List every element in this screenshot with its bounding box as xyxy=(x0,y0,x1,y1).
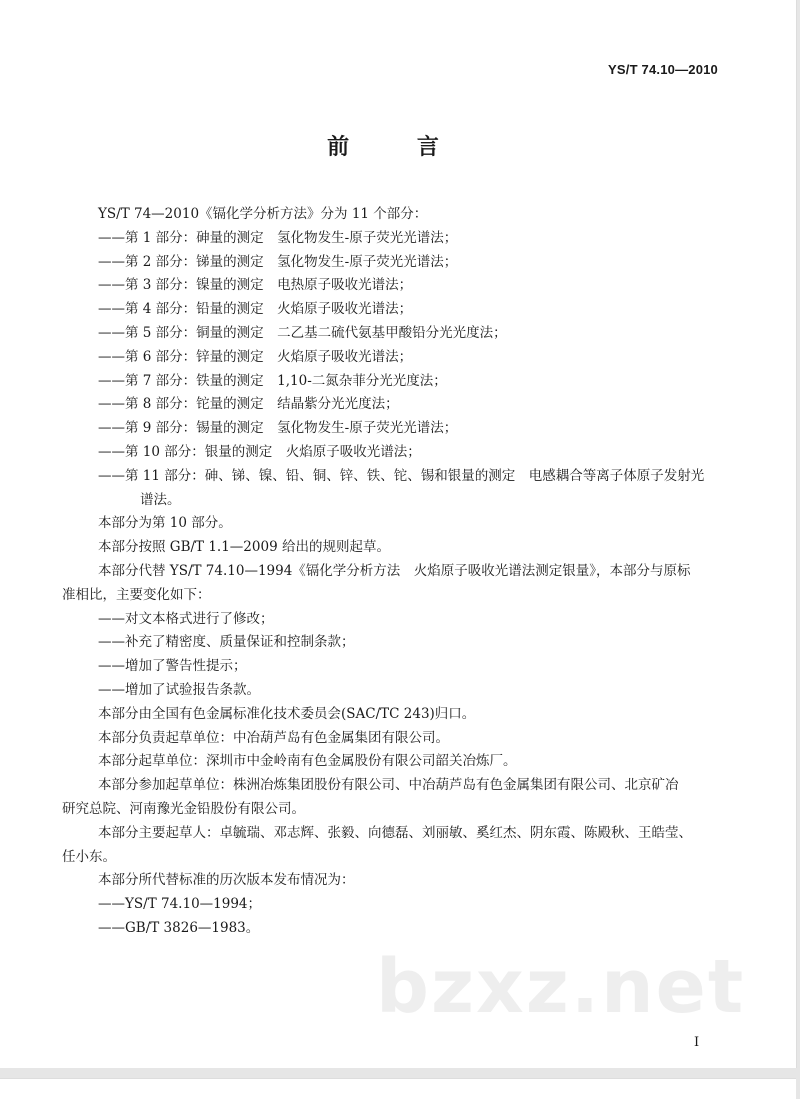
part-item: ——第 8 部分：铊量的测定 结晶紫分光光度法； xyxy=(98,396,399,413)
part-item: ——第 2 部分：锑量的测定 氢化物发生-原子荧光光谱法； xyxy=(98,253,458,270)
part-item: ——第 6 部分：锌量的测定 火焰原子吸收光谱法； xyxy=(98,348,413,365)
part-item: ——第 3 部分：镍量的测定 电热原子吸收光谱法； xyxy=(98,277,413,294)
change-item: ——补充了精密度、质量保证和控制条款； xyxy=(98,634,355,651)
paragraph-responsible: 本部分负责起草单位：中冶葫芦岛有色金属集团有限公司。 xyxy=(98,729,449,746)
part-item: ——第 7 部分：铁量的测定 1,10-二氮杂菲分光光度法； xyxy=(98,372,447,389)
paragraph-history: 本部分所代替标准的历次版本发布情况为： xyxy=(98,872,355,889)
next-page-edge xyxy=(0,1078,796,1099)
part-item: ——第 10 部分：银量的测定 火焰原子吸收光谱法； xyxy=(98,443,421,460)
watermark: bzxz.net xyxy=(376,944,746,1030)
standard-code: YS/T 74.10—2010 xyxy=(608,62,718,77)
change-item: ——增加了试验报告条款。 xyxy=(98,681,260,698)
paragraph-replaces-continuation: 准相比，主要变化如下： xyxy=(62,586,211,603)
paragraph-drafting-unit: 本部分起草单位：深圳市中金岭南有色金属股份有限公司韶关冶炼厂。 xyxy=(98,753,517,770)
part-item: ——第 11 部分：砷、锑、镍、铅、铜、锌、铁、铊、锡和银量的测定 电感耦合等离子体原子发射光 xyxy=(98,467,705,484)
paragraph-drafting-rules: 本部分按照 GB/T 1.1—2009 给出的规则起草。 xyxy=(98,539,390,556)
page-number: I xyxy=(694,1035,700,1050)
paragraph-this-part: 本部分为第 10 部分。 xyxy=(98,515,232,532)
part-item: ——第 1 部分：砷量的测定 氢化物发生-原子荧光光谱法； xyxy=(98,229,458,246)
change-item: ——对文本格式进行了修改； xyxy=(98,610,274,627)
change-item: ——增加了警告性提示； xyxy=(98,658,247,675)
paragraph-participating-continuation: 研究总院、河南豫光金铅股份有限公司。 xyxy=(62,800,305,817)
part-item: ——第 5 部分：铜量的测定 二乙基二硫代氨基甲酸铅分光光度法； xyxy=(98,324,507,341)
paragraph-drafters: 本部分主要起草人：卓毓瑞、邓志辉、张毅、向德磊、刘丽敏、奚红杰、阴东霞、陈殿秋、王皓莹、 xyxy=(98,824,692,841)
part-item: ——第 4 部分：铅量的测定 火焰原子吸收光谱法； xyxy=(98,301,413,318)
paragraph-drafters-continuation: 任小东。 xyxy=(62,848,116,865)
document-body xyxy=(62,203,728,941)
paragraph-committee: 本部分由全国有色金属标准化技术委员会(SAC/TC 243)归口。 xyxy=(98,705,476,722)
history-item: ——YS/T 74.10—1994； xyxy=(98,896,262,913)
intro-text: YS/T 74—2010《镉化学分析方法》分为 11 个部分： xyxy=(98,206,428,222)
part-item: ——第 9 部分：锡量的测定 氢化物发生-原子荧光光谱法； xyxy=(98,420,458,437)
history-item: ——GB/T 3826—1983。 xyxy=(98,919,260,936)
paragraph-replaces: 本部分代替 YS/T 74.10—1994《镉化学分析方法 火焰原子吸收光谱法测定银量》，本部分与原标 xyxy=(98,562,691,579)
paragraph-participating: 本部分参加起草单位：株洲冶炼集团股份有限公司、中冶葫芦岛有色金属集团有限公司、北京矿冶 xyxy=(98,777,679,794)
part-item-continuation: 谱法。 xyxy=(140,491,181,508)
page-title: 前 言 xyxy=(327,135,469,160)
